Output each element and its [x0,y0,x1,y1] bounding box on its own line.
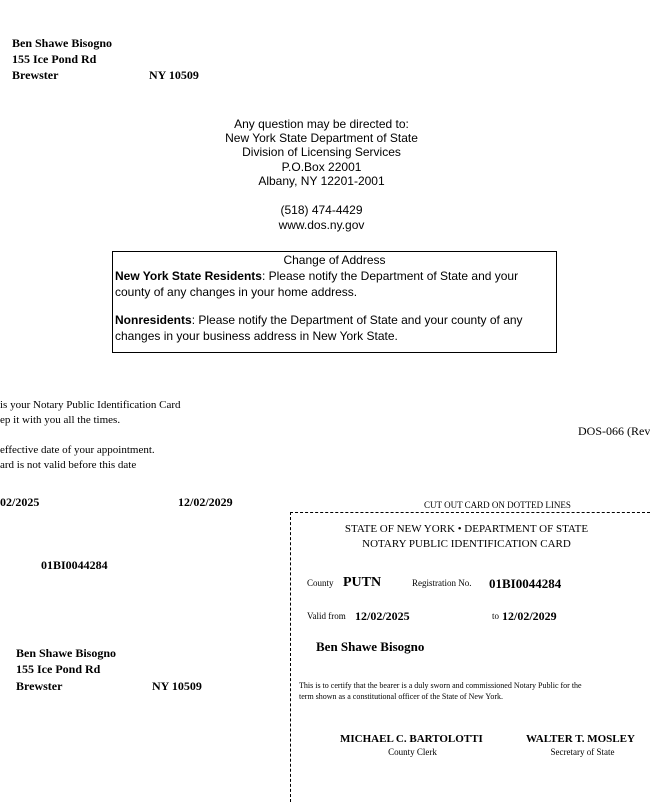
stub-registration-no: 01BI0044284 [41,558,108,572]
change-of-address-box [112,251,557,353]
card-holder-name: Ben Shawe Bisogno [316,639,425,654]
card-header-state: STATE OF NEW YORK • DEPARTMENT OF STATE [344,523,589,535]
form-code: DOS-066 (Rev [578,424,650,438]
contact-city: Albany, NY 12201-2001 [258,174,385,188]
card-county-label: County [307,578,334,588]
stub-address-city: Brewster [16,679,63,693]
stub-address-street: 155 Ice Pond Rd [16,662,101,676]
card-certify-line-2: term shown as a constitutional officer of the State of New York. [299,692,504,701]
top-address-name: Ben Shawe Bisogno [12,36,113,50]
stub-start-date: 02/2025 [0,495,40,509]
card-clerk-title: County Clerk [388,747,437,757]
contact-intro: Any question may be directed to: [234,117,409,131]
contact-division: Division of Licensing Services [242,145,401,159]
card-county-value: PUTN [343,575,382,590]
card-header-title: NOTARY PUBLIC IDENTIFICATION CARD [362,538,571,550]
top-address-state-zip: NY 10509 [149,68,199,82]
card-to-value: 12/02/2029 [502,609,557,623]
stub-address-state-zip: NY 10509 [152,679,202,693]
note-line-3: effective date of your appointment. [0,444,155,456]
contact-po-box: P.O.Box 22001 [281,160,362,174]
cut-line-vertical [290,512,291,802]
contact-website[interactable]: www.dos.ny.gov [278,218,365,232]
card-to-label: to [492,611,500,621]
card-clerk-name: MICHAEL C. BARTOLOTTI [340,733,483,745]
residents-label: New York State Residents [115,269,262,283]
cut-line-horizontal [290,512,650,513]
top-address-city: Brewster [12,68,59,82]
card-registration-label: Registration No. [412,578,472,588]
card-valid-from-label: Valid from [307,611,346,621]
change-of-address-title: Change of Address [283,253,386,267]
contact-phone: (518) 474-4429 [280,203,363,217]
residents-text: : Please notify the Department of State and your county of any changes in your home address. [115,269,519,299]
stub-address-name: Ben Shawe Bisogno [16,646,117,660]
nonresidents-label: Nonresidents [115,313,192,327]
note-line-4: ard is not valid before this date [0,459,137,471]
card-secretary-title: Secretary of State [550,747,615,757]
residents-notice [115,268,545,300]
card-valid-from-value: 12/02/2025 [355,609,410,623]
card-registration-value: 01BI0044284 [489,576,562,591]
card-secretary-name: WALTER T. MOSLEY [526,733,635,745]
stub-end-date: 12/02/2029 [178,495,233,509]
contact-dept: New York State Department of State [225,131,418,145]
nonresidents-notice [115,312,545,344]
card-certify-line-1: This is to certify that the bearer is a duly sworn and commissioned Notary Public for the [299,681,582,690]
note-line-2: ep it with you all the times. [0,414,121,426]
note-line-1: is your Notary Public Identification Card [0,399,181,411]
top-address-street: 155 Ice Pond Rd [12,52,97,66]
cut-line-label: CUT OUT CARD ON DOTTED LINES [424,500,571,510]
nonresidents-text: : Please notify the Department of State and your county of any changes in your business address in New York State. [115,313,523,343]
